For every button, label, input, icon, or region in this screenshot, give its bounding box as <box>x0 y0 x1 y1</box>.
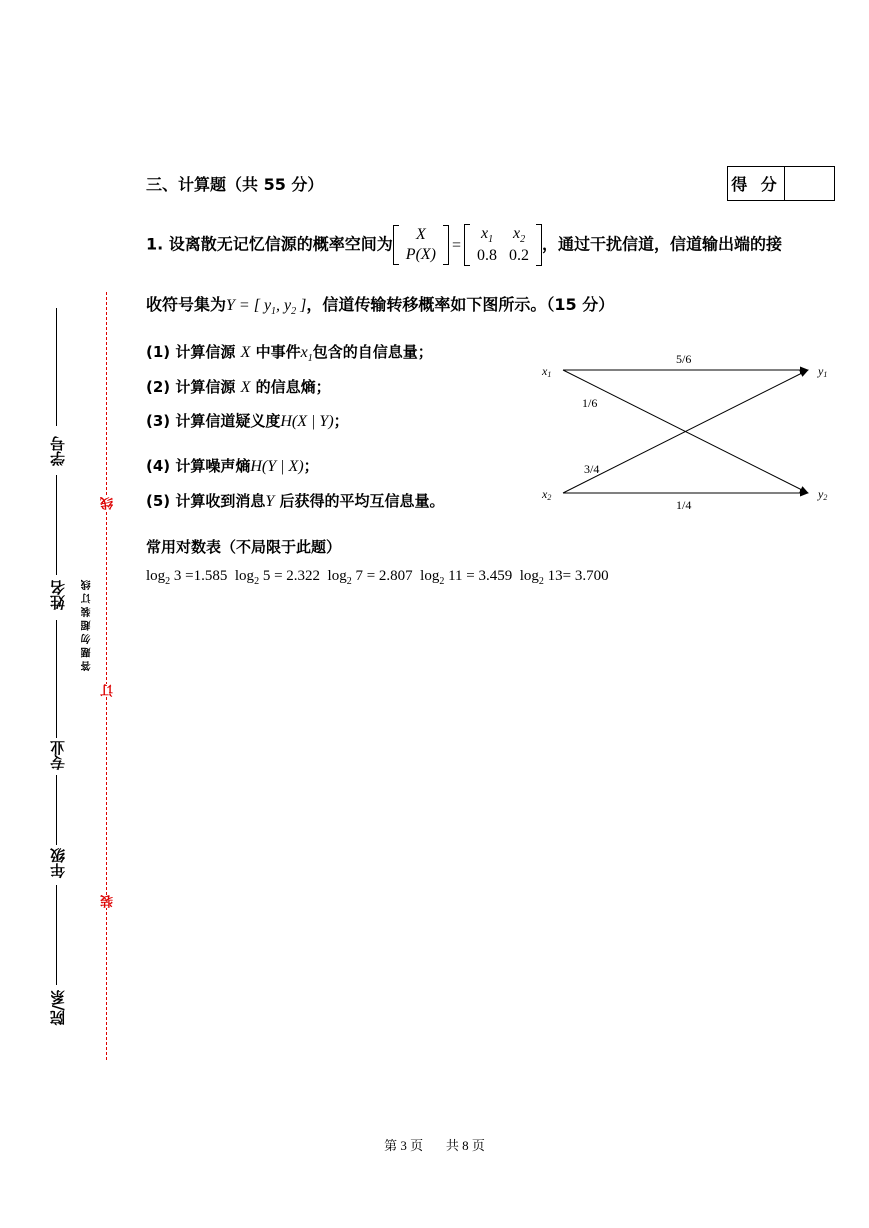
node-x2: x2 <box>542 487 552 502</box>
sub-question-5: (5) 计算收到消息Y 后获得的平均互信息量。 <box>146 492 445 510</box>
sub-question-3: (3) 计算信道疑义度H(X | Y)； <box>146 412 349 430</box>
log-11: $\log_2 11 = 3.459$ <box>420 568 513 587</box>
question-intro: 1. 设离散无记忆信源的概率空间为 <box>146 234 393 254</box>
label-p-x1-y1: 5/6 <box>676 352 692 366</box>
field-major: 专业 <box>49 740 67 770</box>
label-p-x1-y2: 1/6 <box>582 396 598 410</box>
node-y2: y2 <box>818 487 828 502</box>
matrix-left-bottom: P(X) <box>405 246 436 264</box>
page-number: 第 3 页 <box>384 1138 424 1153</box>
output-set-expr: Y = [ $y_1$, $y_2$ ] <box>226 297 307 318</box>
field-department: 院/系 <box>49 990 67 1026</box>
field-line-department[interactable] <box>56 885 57 985</box>
mark-bind: 订 <box>101 684 116 697</box>
line2-suffix: ，信道传输转移概率如下图所示。（15 分） <box>306 295 615 314</box>
binding-warning: 答 题 勿 超 装 订 线 <box>82 580 93 671</box>
mark-line: 线 <box>101 497 116 510</box>
score-label: 得 分 <box>728 167 785 200</box>
node-x1: x1 <box>542 364 552 379</box>
question-intro-suffix: ，通过干扰信道，信道输出端的接 <box>542 234 783 254</box>
log-table <box>146 568 609 587</box>
field-line-name[interactable] <box>56 475 57 575</box>
matrix-x2: $x_2$ <box>512 225 526 246</box>
field-name: 姓名 <box>49 580 67 610</box>
matrix-left-top: X <box>416 226 426 244</box>
log-13: $\log_2 13= 3.700$ <box>519 568 609 587</box>
sub-question-1: (1) 计算信源 X 中事件$x_1$包含的自信息量； <box>146 343 433 365</box>
score-box <box>727 166 835 201</box>
log-table-title: 常用对数表（不局限于此题） <box>146 538 342 556</box>
node-y1: y1 <box>818 364 828 379</box>
log-7: $\log_2 7 = 2.807$ <box>327 568 413 587</box>
sub-question-2: (2) 计算信源 X 的信息熵； <box>146 378 331 396</box>
matrix-left <box>393 225 449 265</box>
field-line-student-id[interactable] <box>56 308 57 426</box>
log-3: $\log_2 3 =1.585$ <box>146 568 228 587</box>
log-5: $\log_2 5 = 2.322$ <box>234 568 321 587</box>
section-title: 三、计算题（共 55 分） <box>146 175 324 194</box>
question-line-2 <box>146 292 614 317</box>
field-grade: 年级 <box>49 848 67 878</box>
matrix-p1: 0.8 <box>477 247 498 265</box>
field-line-grade[interactable] <box>56 775 57 845</box>
total-pages: 共 8 页 <box>445 1138 485 1153</box>
binding-cut-line <box>106 292 107 1060</box>
sub-question-4: (4) 计算噪声熵H(Y | X)； <box>146 457 319 475</box>
channel-diagram <box>530 345 840 520</box>
question-line-1: 1. 设离散无记忆信源的概率空间为 X P(X) = $x_1$ $x_2$ 0.8 0.2 ，通过干扰信道，信道输出端的接 <box>146 225 783 265</box>
line2-prefix: 收符号集为 <box>146 295 227 314</box>
score-value-cell[interactable] <box>785 167 834 200</box>
field-student-id: 学号 <box>49 436 67 466</box>
field-line-major[interactable] <box>56 620 57 738</box>
page-footer <box>0 1135 869 1154</box>
label-p-x2-y2: 1/4 <box>676 498 692 512</box>
matrix-p2: 0.2 <box>509 247 530 265</box>
label-p-x2-y1: 3/4 <box>584 462 600 476</box>
matrix-right <box>464 224 542 266</box>
matrix-x1: $x_1$ <box>480 225 494 246</box>
mark-pack: 装 <box>101 895 116 908</box>
